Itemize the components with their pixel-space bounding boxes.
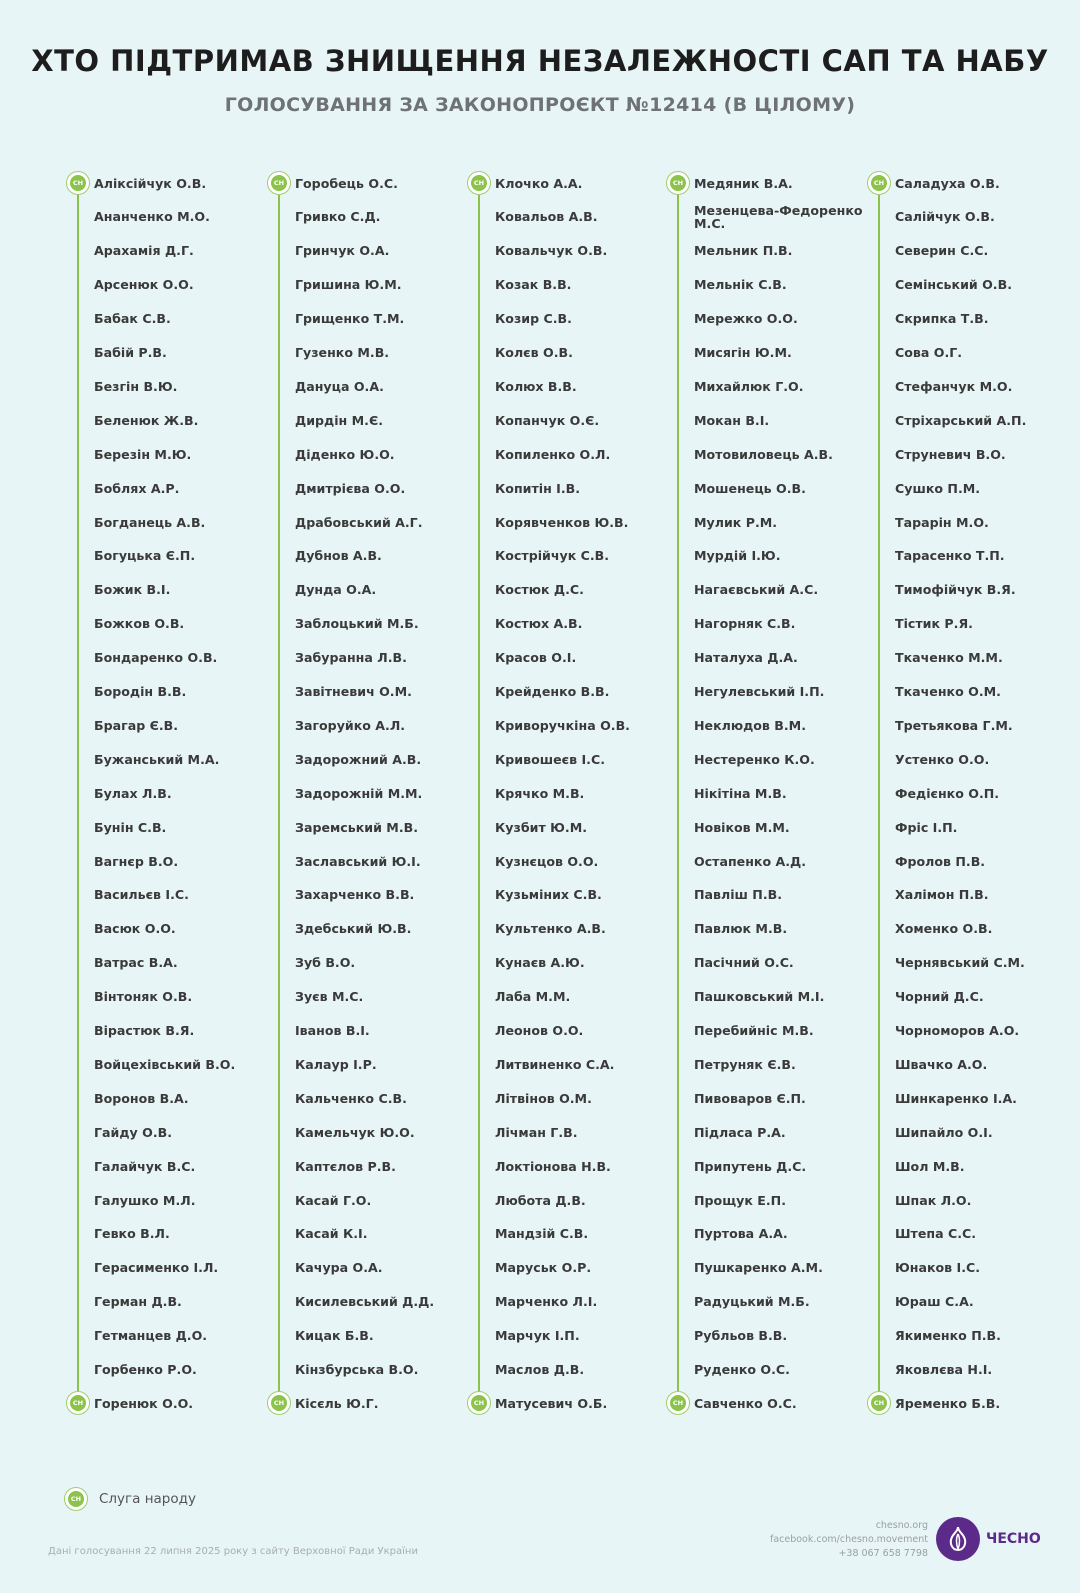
party-badge-icon: СН (66, 171, 90, 195)
deputy-name: Чорний Д.С. (895, 989, 984, 1005)
deputy-name: Культенко А.В. (495, 921, 606, 937)
deputy-name: Кузнєцов О.О. (495, 853, 599, 869)
deputy-name: Негулевський І.П. (694, 684, 825, 699)
deputy-name: Марченко Л.І. (495, 1294, 598, 1310)
column-rail (478, 185, 480, 1393)
deputy-name: Горбенко Р.О. (94, 1362, 197, 1377)
deputy-name: Дубнов А.В. (295, 548, 382, 564)
deputy-name: Чернявський С.М. (895, 955, 1025, 971)
deputy-name: Ананченко М.О. (94, 209, 210, 225)
deputy-name: Любота Д.В. (495, 1192, 586, 1208)
deputy-name: Войцехівський В.О. (94, 1056, 236, 1072)
deputy-name: Калаур І.Р. (295, 1056, 377, 1072)
deputy-name: Бунін С.В. (94, 819, 167, 835)
deputy-name: Хоменко О.В. (895, 921, 993, 937)
deputy-name: Васюк О.О. (94, 921, 176, 937)
deputy-name: Перебийніс М.В. (694, 1023, 814, 1038)
deputy-name: Прощук Е.П. (694, 1192, 786, 1208)
deputies-column-2 (261, 170, 461, 1410)
deputy-name: Грищенко Т.М. (295, 311, 405, 327)
deputy-name: Тимофійчук В.Я. (895, 582, 1016, 598)
deputy-name: Задорожній М.М. (295, 785, 423, 801)
deputy-name: Заблоцький М.Б. (295, 616, 419, 632)
deputies-column-1 (60, 170, 260, 1410)
deputy-name: Пивоваров Є.П. (694, 1090, 806, 1106)
deputy-name: Дмитрієва О.О. (295, 480, 406, 496)
deputy-name: Криворучкіна О.В. (495, 717, 630, 733)
deputy-name: Мельник П.В. (694, 243, 793, 259)
deputy-name: Красов О.І. (495, 650, 577, 666)
deputy-name: Гришина Ю.М. (295, 277, 402, 293)
deputy-name: Якименко П.В. (895, 1328, 1001, 1344)
deputy-name: Касай К.І. (295, 1226, 368, 1242)
deputy-name: Лічман Г.В. (495, 1124, 578, 1140)
deputy-name: Гетманцев Д.О. (94, 1328, 208, 1344)
deputy-name: Крейденко В.В. (495, 684, 610, 699)
deputy-name: Мокан В.І. (694, 412, 770, 428)
deputy-name: Нагаєвський А.С. (694, 582, 819, 598)
deputy-name: Завітневич О.М. (295, 684, 412, 699)
deputy-name: Касай Г.О. (295, 1192, 372, 1208)
party-badge-icon: СН (267, 171, 291, 195)
deputy-name: Пуртова А.А. (694, 1226, 788, 1242)
deputy-name: Бородін В.В. (94, 684, 187, 699)
deputy-name: Кінзбурська В.О. (295, 1362, 419, 1377)
deputy-name: Шипайло О.І. (895, 1124, 993, 1140)
deputy-name: Дирдін М.Є. (295, 412, 383, 428)
deputy-name: Кунаєв А.Ю. (495, 955, 585, 971)
deputy-name: Зуб В.О. (295, 955, 356, 971)
deputy-name: Драбовський А.Г. (295, 514, 423, 530)
contacts (770, 1519, 928, 1561)
deputy-name: Стріхарський А.П. (895, 412, 1027, 428)
deputy-name: Ковальчук О.В. (495, 243, 608, 259)
legend-label: Слуга народу (99, 1491, 196, 1507)
deputy-name: Фролов П.В. (895, 853, 986, 869)
deputy-name: Пасічний О.С. (694, 955, 794, 971)
deputy-name: Літвінов О.М. (495, 1090, 592, 1106)
deputy-name: Швачко А.О. (895, 1056, 988, 1072)
party-badge-icon: СН (666, 171, 690, 195)
deputy-name: Мурдій І.Ю. (694, 548, 781, 564)
deputy-name: Кальченко С.В. (295, 1090, 407, 1106)
party-badge-icon: СН (867, 171, 891, 195)
column-rail (878, 185, 880, 1393)
deputy-name: Задорожний А.В. (295, 751, 422, 767)
deputy-name: Локтіонова Н.В. (495, 1158, 611, 1174)
deputy-name: Медяник В.А. (694, 175, 793, 191)
deputy-name: Бабак С.В. (94, 311, 171, 327)
deputy-name: Мандзій С.В. (495, 1226, 589, 1242)
deputy-name: Горобець О.С. (295, 175, 398, 191)
deputy-name: Яковлєва Н.І. (895, 1362, 993, 1377)
deputy-name: Арахамія Д.Г. (94, 243, 194, 259)
deputy-name: Копитін І.В. (495, 480, 581, 496)
deputies-column-3 (461, 170, 661, 1410)
deputy-name: Петруняк Є.В. (694, 1056, 796, 1072)
deputy-name: Гринчук О.А. (295, 243, 390, 259)
deputy-name: Сова О.Г. (895, 345, 963, 360)
party-badge-icon: СН (64, 1487, 88, 1511)
deputy-name: Галушко М.Л. (94, 1192, 196, 1208)
deputy-name: Павлюк М.В. (694, 921, 788, 937)
chesno-logo (936, 1517, 1041, 1561)
column-rail (677, 185, 679, 1393)
contact-facebook[interactable]: facebook.com/chesno.movement (769, 1534, 928, 1545)
deputy-name: Здебський Ю.В. (295, 921, 412, 937)
deputy-name: Маслов Д.В. (495, 1362, 585, 1377)
deputy-name: Кривошеєв І.С. (495, 751, 605, 767)
deputy-name: Тістик Р.Я. (895, 616, 973, 632)
deputy-name: Гевко В.Л. (94, 1226, 170, 1242)
deputy-name: Неклюдов В.М. (694, 717, 806, 733)
column-rail (278, 185, 280, 1393)
deputy-name: Дунда О.А. (295, 582, 377, 598)
deputy-name: Підласа Р.А. (694, 1124, 786, 1140)
party-badge-icon: СН (66, 1391, 90, 1415)
deputy-name: Семінський О.В. (895, 277, 1012, 293)
deputy-name: Гайду О.В. (94, 1124, 172, 1140)
logo-text: ЧЕСНО (986, 1531, 1041, 1547)
deputy-name: Припутень Д.С. (694, 1158, 807, 1174)
deputy-name: Стефанчук М.О. (895, 378, 1013, 394)
deputy-name: Радуцький М.Б. (694, 1294, 810, 1310)
deputy-name: Савченко О.С. (694, 1395, 797, 1411)
deputy-name: Руденко О.С. (694, 1362, 790, 1377)
deputy-name: Павліш П.В. (694, 887, 783, 903)
deputy-name: Сушко П.М. (895, 480, 981, 496)
deputy-name: Галайчук В.С. (94, 1158, 196, 1174)
deputy-name: Нікітіна М.В. (694, 785, 787, 801)
deputy-name: Пушкаренко А.М. (694, 1260, 823, 1276)
deputy-name: Брагар Є.В. (94, 717, 178, 733)
deputy-name: Забуранна Л.В. (295, 650, 407, 666)
deputy-name: Богуцька Є.П. (94, 548, 196, 564)
deputy-name: Боблях А.Р. (94, 480, 180, 496)
deputy-name: Клочко А.А. (495, 175, 583, 191)
deputy-name: Захарченко В.В. (295, 887, 415, 903)
deputy-name: Третьякова Г.М. (895, 717, 1013, 733)
deputy-name: Булах Л.В. (94, 785, 172, 801)
deputy-name: Кузбит Ю.М. (495, 819, 588, 835)
deputy-name: Кисилевський Д.Д. (295, 1294, 435, 1310)
party-badge-icon: СН (867, 1391, 891, 1415)
deputy-name: Мошенець О.В. (694, 480, 806, 496)
deputy-name: Тарарін М.О. (895, 514, 989, 530)
deputy-name: Матусевич О.Б. (495, 1395, 608, 1411)
deputy-name: Струневич В.О. (895, 446, 1006, 462)
deputy-name: Костюх А.В. (495, 616, 583, 632)
deputy-name: Воронов В.А. (94, 1090, 189, 1106)
deputy-name: Михайлюк Г.О. (694, 378, 804, 394)
deputy-name: Вірастюк В.Я. (94, 1023, 195, 1038)
deputy-name: Мотовиловець А.В. (694, 446, 833, 462)
deputy-name: Шинкаренко І.А. (895, 1090, 1017, 1106)
deputy-name: Юраш С.А. (895, 1294, 974, 1310)
deputy-name: Божик В.І. (94, 582, 171, 598)
deputy-name: Ковальов А.В. (495, 209, 598, 225)
deputies-column-5 (861, 170, 1061, 1410)
deputy-name: Леонов О.О. (495, 1023, 584, 1038)
deputy-name: Діденко Ю.О. (295, 446, 395, 462)
deputy-name: Кузьміних С.В. (495, 887, 602, 903)
deputy-name: Фріс І.П. (895, 819, 958, 835)
deputy-name: Гривко С.Д. (295, 209, 381, 225)
deputy-name: Колюх В.В. (495, 378, 577, 394)
deputy-name: Крячко М.В. (495, 785, 585, 801)
deputy-name: Васильєв І.С. (94, 887, 189, 903)
deputy-name: Нагорняк С.В. (694, 616, 796, 632)
deputy-name: Северин С.С. (895, 243, 989, 259)
deputy-name: Камельчук Ю.О. (295, 1124, 415, 1140)
deputy-name: Салійчук О.В. (895, 209, 995, 225)
deputy-name: Костюк Д.С. (495, 582, 584, 598)
deputy-name: Вагнєр В.О. (94, 853, 179, 869)
deputy-name: Кострійчук С.В. (495, 548, 610, 564)
deputy-name: Марчук І.П. (495, 1328, 580, 1344)
deputy-name: Каптєлов Р.В. (295, 1158, 396, 1174)
party-badge-icon: СН (666, 1391, 690, 1415)
deputy-name: Мезенцева-Федоренко М.С. (694, 202, 863, 231)
deputy-name: Березін М.Ю. (94, 446, 192, 462)
deputy-name: Загоруйко А.Л. (295, 717, 406, 733)
deputy-name: Герман Д.В. (94, 1294, 182, 1310)
deputy-name: Ватрас В.А. (94, 955, 178, 971)
deputy-name: Іванов В.І. (295, 1023, 370, 1038)
deputy-name: Тарасенко Т.П. (895, 548, 1005, 564)
contact-phone: +38 067 658 7798 (838, 1548, 928, 1559)
deputy-name: Богданець А.В. (94, 514, 206, 530)
deputy-name: Мережко О.О. (694, 311, 798, 327)
deputy-name: Мисягін Ю.М. (694, 345, 792, 360)
deputy-name: Колєв О.В. (495, 345, 573, 360)
deputy-name: Мельнік С.В. (694, 277, 787, 293)
deputy-name: Чорноморов А.О. (895, 1023, 1020, 1038)
deputy-name: Дануца О.А. (295, 378, 384, 394)
deputy-name: Качура О.А. (295, 1260, 383, 1276)
deputy-name: Наталуха Д.А. (694, 650, 798, 666)
deputy-name: Пашковський М.І. (694, 989, 825, 1005)
party-badge-icon: СН (267, 1391, 291, 1415)
deputy-name: Бужанський М.А. (94, 751, 220, 767)
deputy-name: Шпак Л.О. (895, 1192, 972, 1208)
deputy-name: Рубльов В.В. (694, 1328, 788, 1344)
deputy-name: Божков О.В. (94, 616, 185, 632)
deputy-name: Нестеренко К.О. (694, 751, 815, 767)
deputy-name: Кісєль Ю.Г. (295, 1395, 379, 1411)
deputy-name: Федієнко О.П. (895, 785, 1000, 801)
deputy-name: Бабій Р.В. (94, 345, 167, 360)
deputy-name: Гузенко М.В. (295, 345, 390, 360)
deputy-name: Ткаченко О.М. (895, 684, 1001, 699)
deputy-name: Устенко О.О. (895, 751, 990, 767)
page-title: ХТО ПІДТРИМАВ ЗНИЩЕННЯ НЕЗАЛЕЖНОСТІ САП ТА НАБУ (31, 44, 1049, 78)
page-subtitle: ГОЛОСУВАННЯ ЗА ЗАКОНОПРОЄКТ №12414 (В ЦІЛОМУ) (224, 94, 856, 116)
contact-website[interactable]: chesno.org (875, 1520, 928, 1531)
deputy-name: Козир С.В. (495, 311, 572, 327)
deputy-name: Козак В.В. (495, 277, 572, 293)
deputy-name: Бондаренко О.В. (94, 650, 218, 666)
party-badge-icon: СН (467, 1391, 491, 1415)
deputies-column-4 (660, 170, 863, 1411)
deputy-name: Новіков М.М. (694, 819, 790, 835)
deputy-name: Литвиненко С.А. (495, 1056, 615, 1072)
deputy-name: Скрипка Т.В. (895, 311, 989, 327)
deputy-name: Лаба М.М. (495, 989, 571, 1005)
deputy-name: Беленюк Ж.В. (94, 412, 199, 428)
deputy-name: Горенюк О.О. (94, 1395, 194, 1411)
deputy-name: Юнаков І.С. (895, 1260, 981, 1276)
party-badge-icon: СН (467, 171, 491, 195)
deputy-name: Халімон П.В. (895, 887, 989, 903)
deputy-name: Вінтоняк О.В. (94, 989, 193, 1005)
deputy-name: Арсенюк О.О. (94, 277, 194, 293)
column-rail (77, 185, 79, 1393)
deputy-name: Заславський Ю.І. (295, 853, 421, 869)
deputy-name: Копанчук О.Є. (495, 412, 600, 428)
deputy-name: Ткаченко М.М. (895, 650, 1003, 666)
garlic-logo-icon (936, 1517, 980, 1561)
deputy-name: Остапенко А.Д. (694, 853, 807, 869)
deputy-name: Штепа С.С. (895, 1226, 977, 1242)
data-source-note: Дані голосування 22 липня 2025 року з сайту Верховної Ради України (48, 1546, 418, 1557)
deputy-name: Саладуха О.В. (895, 175, 1000, 191)
deputy-name: Заремський М.В. (295, 819, 419, 835)
deputy-name: Герасименко І.Л. (94, 1260, 219, 1276)
deputy-name: Мулик Р.М. (694, 514, 778, 530)
deputy-name: Шол М.В. (895, 1158, 965, 1174)
deputy-name: Кицак Б.В. (295, 1328, 374, 1344)
deputy-name: Копиленко О.Л. (495, 446, 611, 462)
deputy-name: Яременко Б.В. (895, 1395, 1001, 1411)
deputy-name: Аліксійчук О.В. (94, 175, 207, 191)
deputy-name: Корявченков Ю.В. (495, 514, 629, 530)
deputy-name: Маруськ О.Р. (495, 1260, 592, 1276)
legend (64, 1487, 196, 1511)
deputy-name: Зуєв М.С. (295, 989, 364, 1005)
deputy-name: Безгін В.Ю. (94, 378, 178, 394)
